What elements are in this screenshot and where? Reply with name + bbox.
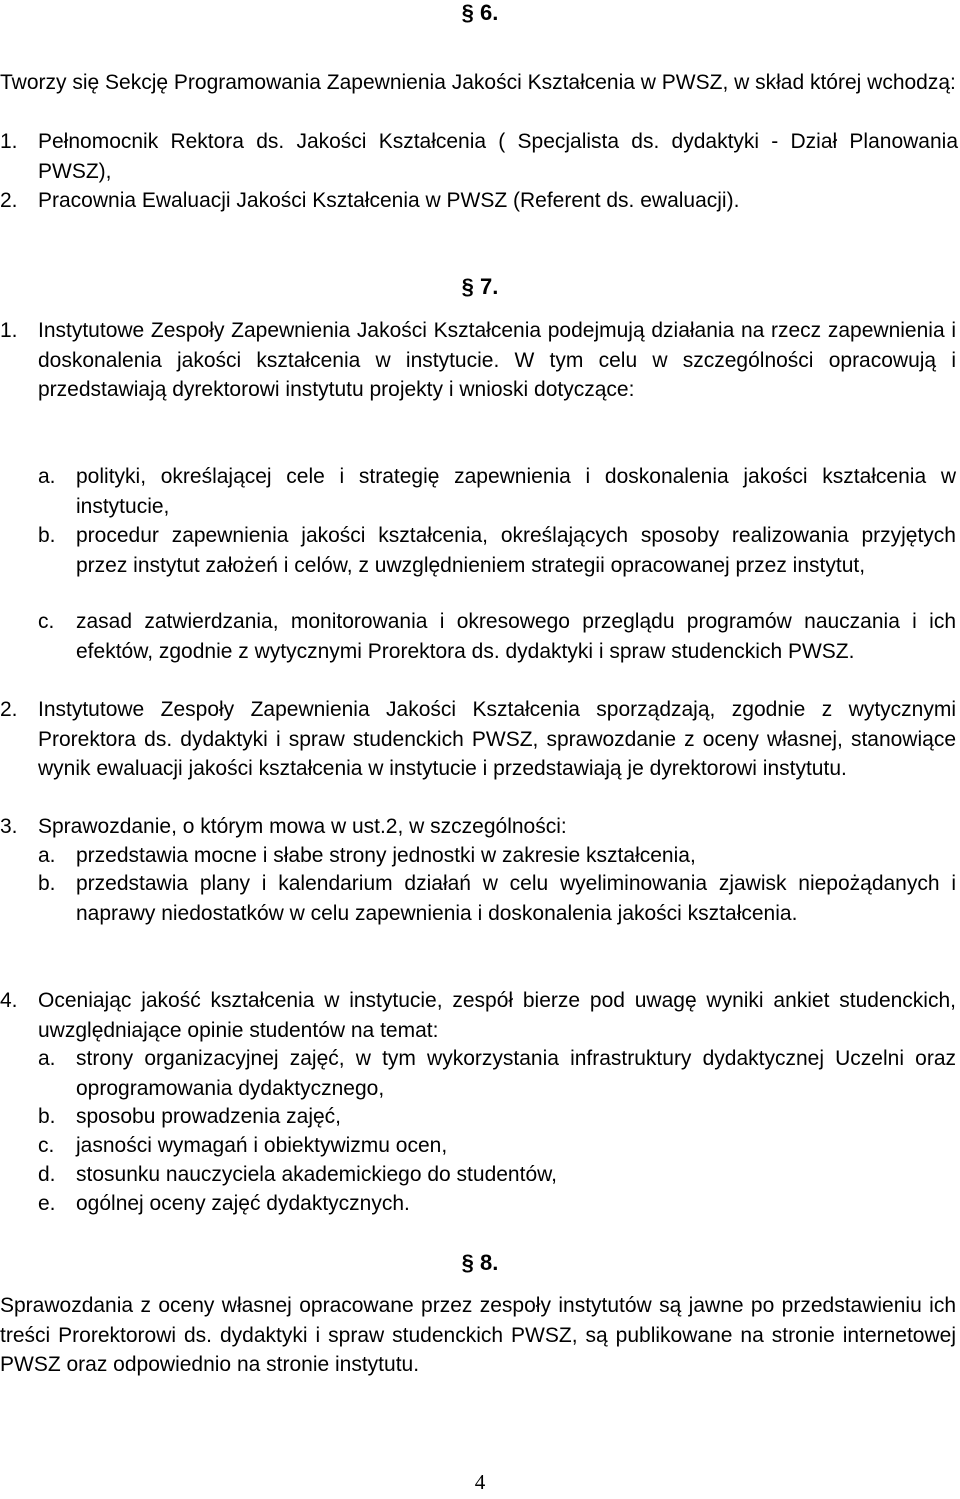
section-7-point-1-item-b <box>38 521 956 580</box>
point-text: Instytutowe Zespoły Zapewnienia Jakości Kształcenia sporządzają, zgodnie z wytycznymi Prorektora ds. dydaktyki i spraw studenckich PWSZ, sprawozdanie z oceny własnej, stanowiące wynik ewaluacji jakości kształcenia w instytucie i przedstawiają je dyrektorowi instytutu. <box>38 698 956 780</box>
section-7-point-3-item-a <box>38 841 956 871</box>
item-text: Pełnomocnik Rektora ds. Jakości Kształcenia ( Specjalista ds. dydaktyki - Dział Planowania PWSZ), <box>38 130 958 183</box>
section-6-item-1 <box>0 127 958 186</box>
point-number: 4. <box>0 989 18 1012</box>
section-7-point-1-item-c <box>38 607 956 666</box>
item-number: 1. <box>0 130 18 153</box>
section-7-point-4-item-c <box>38 1131 956 1161</box>
section-7-point-3 <box>0 812 956 842</box>
point-number: 3. <box>0 815 18 838</box>
point-text: Instytutowe Zespoły Zapewnienia Jakości Kształcenia podejmują działania na rzecz zapewnienia i doskonalenia jakości kształcenia w instytucie. W tym celu w szczególności opracowują i przedstawiają dyrektorowi instytutu projekty i wnioski dotyczące: <box>38 319 956 401</box>
section-7-point-4-item-e <box>38 1189 956 1219</box>
item-letter: d. <box>38 1163 56 1186</box>
section-7-heading: § 7. <box>461 274 499 299</box>
point-text: Oceniając jakość kształcenia w instytucie, zespół bierze pod uwagę wyniki ankiet studenckich, uwzględniające opinie studentów na temat: <box>38 989 956 1042</box>
item-letter: b. <box>38 1105 56 1128</box>
item-text: jasności wymagań i obiektywizmu ocen, <box>76 1134 448 1157</box>
section-7-point-4-item-a <box>38 1044 956 1103</box>
section-6-intro: Tworzy się Sekcję Programowania Zapewnienia Jakości Kształcenia w PWSZ, w skład której wchodzą: <box>0 71 956 94</box>
item-letter: a. <box>38 465 56 488</box>
section-8-text: Sprawozdania z oceny własnej opracowane przez zespoły instytutów są jawne po przedstawieniu ich treści Prorektorowi ds. dydaktyki i spraw studenckich PWSZ, są publikowane na stronie internetowej PWSZ oraz odpowiednio na stronie instytutu. <box>0 1294 956 1376</box>
page-number: 4 <box>474 1470 486 1494</box>
item-number: 2. <box>0 189 18 212</box>
item-letter: b. <box>38 524 56 547</box>
section-7-point-4-item-d <box>38 1160 956 1190</box>
section-8-heading: § 8. <box>461 1250 499 1275</box>
point-text: Sprawozdanie, o którym mowa w ust.2, w szczególności: <box>38 815 567 838</box>
item-text: Pracownia Ewaluacji Jakości Kształcenia w PWSZ (Referent ds. ewaluacji). <box>38 189 740 212</box>
item-text: strony organizacyjnej zajęć, w tym wykorzystania infrastruktury dydaktycznej Uczelni oraz oprogramowania dydaktycznego, <box>76 1047 956 1100</box>
section-6-item-2 <box>0 186 958 216</box>
item-text: zasad zatwierdzania, monitorowania i okresowego przeglądu programów nauczania i ich efektów, zgodnie z wytycznymi Prorektora ds. dydaktyki i spraw studenckich PWSZ. <box>76 610 956 663</box>
item-text: przedstawia mocne i słabe strony jednostki w zakresie kształcenia, <box>76 844 696 867</box>
item-letter: b. <box>38 872 56 895</box>
section-7-point-4-item-b <box>38 1102 956 1132</box>
section-7-point-3-item-b <box>38 869 956 928</box>
section-7-point-1 <box>0 316 956 405</box>
item-text: polityki, określającej cele i strategię zapewnienia i doskonalenia jakości kształcenia w instytucie, <box>76 465 956 518</box>
section-7-point-1-item-a <box>38 462 956 521</box>
section-7-point-4 <box>0 986 956 1045</box>
item-text: procedur zapewnienia jakości kształcenia, określających sposoby realizowania przyjętych przez instytut założeń i celów, z uwzględnieniem strategii opracowanej przez instytut, <box>76 524 956 577</box>
section-6-heading: § 6. <box>461 0 499 25</box>
item-text: ogólnej oceny zajęć dydaktycznych. <box>76 1192 410 1215</box>
item-letter: e. <box>38 1192 56 1215</box>
item-letter: c. <box>38 610 55 633</box>
item-text: stosunku nauczyciela akademickiego do studentów, <box>76 1163 557 1186</box>
section-7-point-2 <box>0 695 956 784</box>
point-number: 2. <box>0 698 18 721</box>
item-letter: c. <box>38 1134 55 1157</box>
item-text: przedstawia plany i kalendarium działań w celu wyeliminowania zjawisk niepożądanych i naprawy niedostatków w celu zapewnienia i doskonalenia jakości kształcenia. <box>76 872 956 925</box>
item-letter: a. <box>38 1047 56 1070</box>
item-text: sposobu prowadzenia zajęć, <box>76 1105 342 1128</box>
point-number: 1. <box>0 319 18 342</box>
item-letter: a. <box>38 844 56 867</box>
